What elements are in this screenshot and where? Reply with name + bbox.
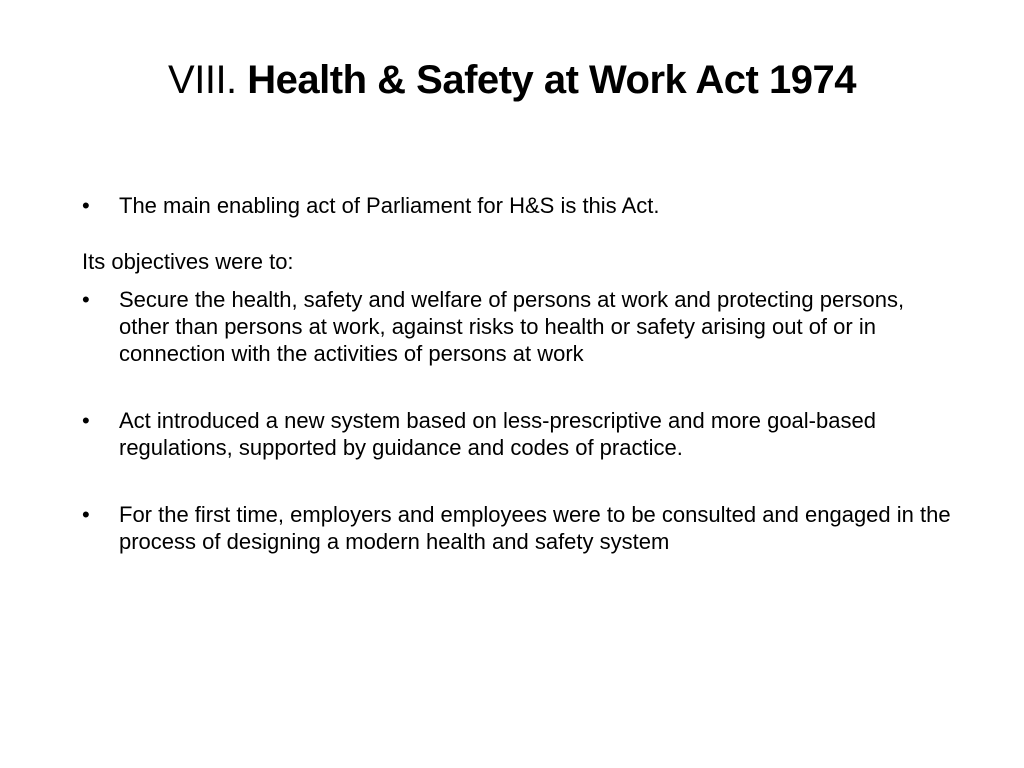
slide-body <box>82 192 952 555</box>
slide-title <box>0 54 1024 106</box>
bullet-item <box>82 501 952 555</box>
bullet-glyph: • <box>82 408 90 433</box>
bullet-item <box>82 286 952 367</box>
title-text: Health & Safety at Work Act 1974 <box>247 58 856 102</box>
bullet-item <box>82 407 952 461</box>
objectives-heading: Its objectives were to: <box>82 249 294 274</box>
bullet-glyph: • <box>82 193 90 218</box>
intro-bullet-text: The main enabling act of Parliament for H&S is this Act. <box>119 193 660 218</box>
bullet-text: Act introduced a new system based on less-prescriptive and more goal-based regulations, supported by guidance and codes of practice. <box>119 408 876 460</box>
intro-bullet <box>82 192 952 219</box>
bullet-text: For the first time, employers and employees were to be consulted and engaged in the process of designing a modern health and safety system <box>119 502 951 554</box>
bullet-glyph: • <box>82 502 90 527</box>
bullet-text: Secure the health, safety and welfare of persons at work and protecting persons, other than persons at work, against risks to health or safety arising out of or in connection with the activities of persons at work <box>119 287 905 366</box>
bullet-glyph: • <box>82 287 90 312</box>
section-number: VIII. <box>168 58 237 102</box>
